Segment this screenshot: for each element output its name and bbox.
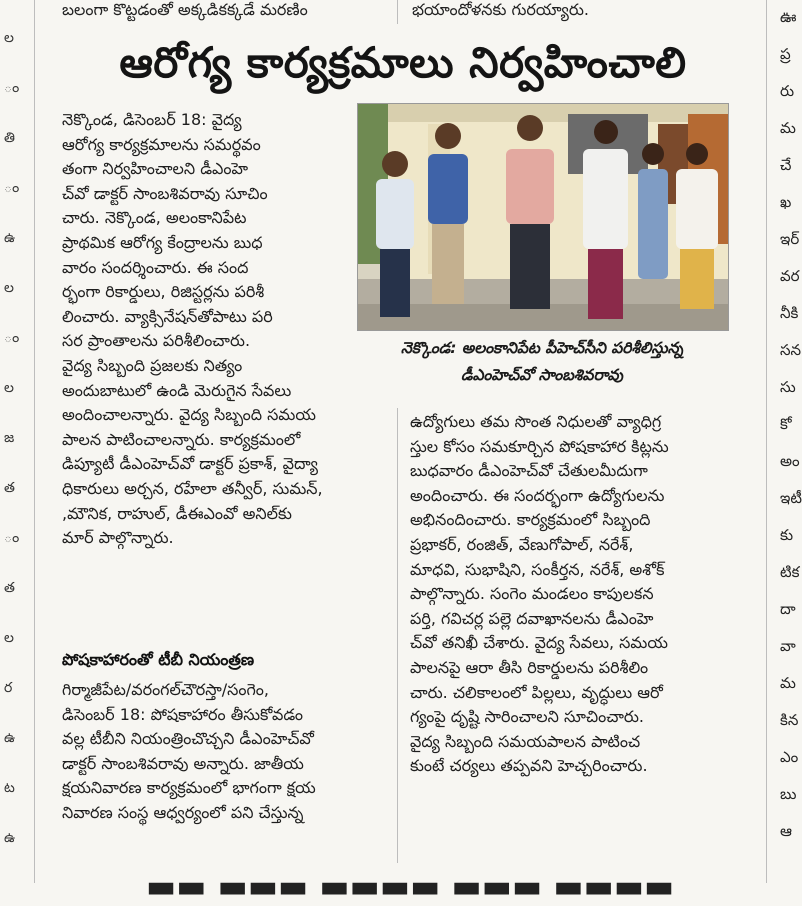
fragment-glyph: ల [4, 280, 14, 296]
text-line: డిసెంబర్ 18: పోషకాహారం తీసుకోవడం [62, 704, 304, 724]
text-line: ప్రభాకర్, రంజిత్, వేణుగోపాల్, నరేశ్, [410, 534, 634, 554]
fragment-glyph: ఉ [4, 230, 16, 246]
text-line: మాధవి, సుభాషిని, సంకీర్తన, నరేశ్, అశోక్ [410, 559, 665, 579]
text-line: గిర్మాజీపేట/వరంగల్‌చౌరస్తా/సంగెం, [62, 680, 269, 699]
text-line: బుధవారం డీఎంహెచ్‌వో చేతులమీదుగా [410, 461, 648, 481]
text-line: చారు. నెక్కొండ, అలంకానిపేట [62, 208, 247, 228]
fragment-glyph: వర [780, 267, 800, 285]
fragment-glyph: రు [780, 82, 795, 100]
fragment-glyph: సన [780, 341, 802, 359]
fragment-glyph: త [4, 580, 15, 596]
fragment-glyph: ఉ [4, 830, 16, 846]
text-line: డాక్టర్ సాంబశివరావు అన్నారు. జాతీయ [62, 753, 304, 773]
text-line: కుంటే చర్యలు తప్పవని హెచ్చరించారు. [410, 756, 648, 776]
text-line: అందించాలన్నారు. వైద్య సిబ్బంది సమయ [62, 405, 316, 425]
fragment-glyph: ఖ [780, 193, 792, 211]
fragment-glyph: ప్ర [780, 45, 791, 63]
previous-article-fragment-right: భయాందోళనకు గురయ్యారు. [412, 0, 589, 19]
fragment-glyph: దా [780, 600, 796, 618]
article-body-continued [410, 410, 754, 779]
next-headline-fragment: ▬▬ ▬▬▬ ▬▬▬▬ ▬▬▬ ▬▬▬▬ [145, 867, 675, 905]
text-line: స్తుల కోసం సమకూర్చిన పోషకాహార కిట్లను [410, 436, 669, 456]
fragment-glyph: వా [780, 637, 796, 655]
text-line: లించారు. వ్యాక్సినేషన్‌తోపాటు పరి [62, 306, 273, 326]
fragment-glyph: ఊ [780, 8, 797, 26]
text-line: చారు. చలికాలంలో పిల్లలు, వృద్ధులు ఆరో [410, 682, 663, 702]
fragment-glyph: త [4, 480, 15, 496]
text-line: నెక్కొండ, డిసెంబర్ 18: వైద్య [62, 110, 242, 129]
fragment-glyph: చే [780, 156, 792, 174]
text-line: పాలన పాటించాలన్నారు. కార్యక్రమంలో [62, 429, 301, 449]
fragment-glyph: ట [4, 780, 15, 796]
fragment-glyph: మ [780, 119, 796, 137]
fragment-glyph: అం [780, 452, 800, 470]
text-line: ర్భంగా రికార్డులు, రిజిస్టర్లను పరిశీ [62, 282, 265, 302]
fragment-glyph: సు [780, 378, 796, 396]
text-line: చ్‌వో డాక్టర్ సాంబశివరావు సూచిం [62, 183, 268, 203]
fragment-glyph: ఇర్ [780, 230, 800, 248]
left-column-fragment [0, 0, 28, 883]
text-line: పర్తి, గవిచర్ల పల్లె దవాఖానలను డీఎంహె [410, 608, 654, 628]
text-line: సర ప్రాంతాలను పరిశీలించారు. [62, 331, 251, 351]
fragment-glyph: ల [4, 380, 14, 396]
text-line: ప్రాథమిక ఆరోగ్య కేంద్రాలను బుధ [62, 232, 263, 252]
article-body-main [62, 108, 386, 551]
column-rule-left [34, 0, 35, 883]
fragment-glyph: తి [4, 130, 15, 146]
text-line: మార్ పాల్గొన్నారు. [62, 528, 174, 548]
text-line: వైద్య సిబ్బంది ప్రజలకు నిత్యం [62, 355, 243, 375]
fragment-glyph: ఎం [780, 748, 799, 766]
fragment-glyph: ఇటీ [780, 489, 802, 507]
previous-article-fragment-left: బలంగా కొట్టడంతో అక్కడికక్కడే మరణిం [62, 0, 308, 19]
fragment-glyph: ల [4, 630, 14, 646]
fragment-glyph: ల [4, 30, 14, 46]
photo-caption-line2: డీఎంహెచ్‌వో సాంబశివరావు [461, 366, 623, 384]
text-line: ధికారులు అర్చన, రహేలా తన్వీర్, సుమన్, [62, 478, 323, 498]
fragment-glyph: కు [780, 526, 794, 544]
text-line: ఉద్యోగులు తమ సొంత నిధులతో వ్యాధిగ్ర [410, 412, 662, 431]
text-line: క్షయనివారణ కార్యక్రమంలో భాగంగా క్షయ [62, 778, 316, 798]
column-rule-middle [397, 408, 398, 863]
text-line: గ్యంపై దృష్టి సారించాలని సూచించారు. [410, 707, 645, 727]
text-line: చ్‌వో తనిఖీ చేశారు. వైద్య సేవలు, సమయ [410, 633, 668, 653]
right-column-fragment [768, 0, 800, 883]
fragment-glyph: టిక [780, 563, 800, 581]
column-rule-top [397, 0, 398, 24]
text-line: పాలనపై ఆరా తీసి రికార్డులను పరిశీలిం [410, 657, 649, 677]
fragment-glyph: కో [780, 415, 792, 433]
text-line: ఆరోగ్య కార్యక్రమాలను సమర్థవం [62, 134, 261, 154]
fragment-glyph: ఉ [4, 730, 16, 746]
text-line: వల్ల టీబీని నియంత్రించొచ్చని డీఎంహెచ్‌వో [62, 729, 314, 749]
fragment-glyph: బు [780, 785, 797, 803]
photo-caption-line1: నెక్కొండ: అలంకానిపేట పీహెచ్‌సీని పరిశీలిస్తున్న [400, 339, 684, 357]
fragment-glyph: ం [4, 330, 20, 346]
text-line: అందించారు. ఈ సందర్భంగా ఉద్యోగులను [410, 485, 665, 505]
text-line: వారం సందర్శించారు. ఈ సంద [62, 257, 249, 277]
text-line: అందుబాటులో ఉండి మెరుగైన సేవలు [62, 380, 292, 400]
text-line: వైద్య సిబ్బంది సమయపాలన పాటించ [410, 731, 641, 751]
text-line: ,మౌనిక, రాహుల్, డీఈఎంవో అనిల్‌కు [62, 503, 292, 523]
fragment-glyph: ర [4, 680, 13, 696]
text-line: డిప్యూటీ డీఎంహెచ్‌వో డాక్టర్ ప్రకాశ్, వైద్యా [62, 454, 318, 474]
news-photo [357, 103, 729, 331]
fragment-glyph: జ [4, 430, 15, 446]
fragment-glyph: ం [4, 80, 20, 96]
photo-illustration [358, 104, 728, 330]
fragment-glyph: నీకి [780, 304, 799, 322]
fragment-glyph: కిన [780, 711, 799, 729]
text-line: అభినందించారు. కార్యక్రమంలో సిబ్బంది [410, 510, 651, 530]
column-rule-right [766, 0, 767, 883]
article-body-tb-control [62, 678, 386, 826]
sub-headline: పోషకాహారంతో టీబీ నియంత్రణ [62, 650, 255, 669]
fragment-glyph: ం [4, 530, 20, 546]
text-line: తంగా నిర్వహించాలని డీఎంహె [62, 159, 249, 179]
photo-caption [357, 335, 727, 389]
text-line: పాల్గొన్నారు. సంగెం మండలం కాపులకన [410, 584, 654, 604]
fragment-glyph: ఆ [780, 822, 792, 840]
fragment-glyph: ం [4, 180, 20, 196]
text-line: నివారణ సంస్థ ఆధ్వర్యంలో పని చేస్తున్న [62, 802, 304, 822]
fragment-glyph: మ [780, 674, 796, 692]
article-headline: ఆరోగ్య కార్యక్రమాలు నిర్వహించాలి [119, 38, 687, 87]
